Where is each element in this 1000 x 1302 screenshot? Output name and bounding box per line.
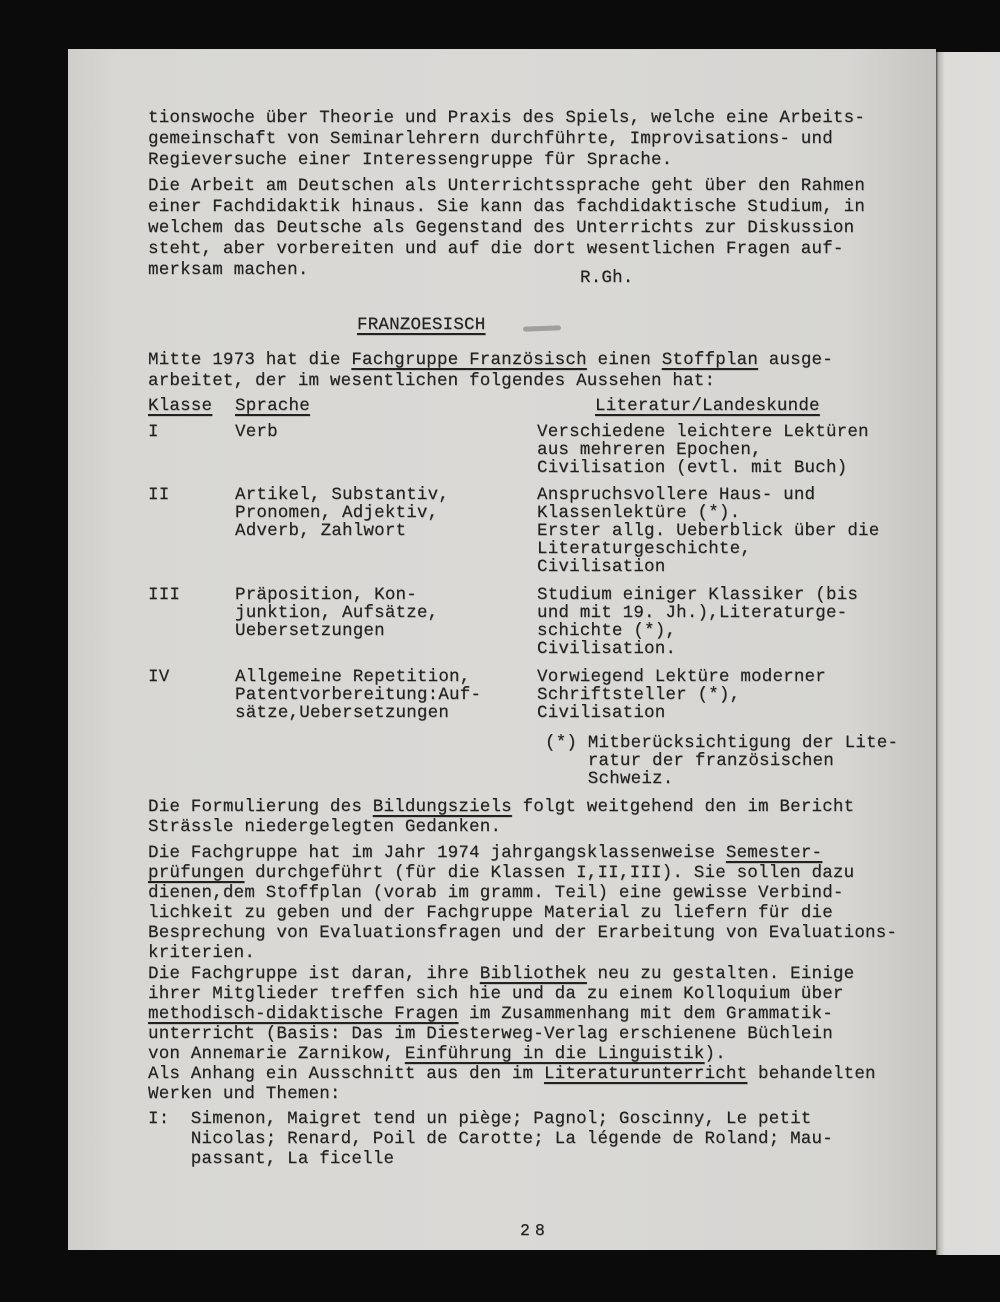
section-heading-franzoesisch <box>357 315 485 335</box>
paragraph-bildungsziel: Die Formulierung des Bildungsziels folgt weitgehend den im Bericht Strässle niedergelegten Gedanken. <box>148 797 855 837</box>
table-header-sprache: Sprache <box>235 396 310 416</box>
table-row-klasse-II <box>148 486 890 576</box>
cell-klasse: III <box>148 585 181 605</box>
adjacent-page-edge <box>936 52 1000 1255</box>
cell-literatur: Anspruchsvollere Haus- und Klassenlektüre (*). Erster allg. Ueberblick über die Literaturgeschichte, Civilisation <box>537 485 880 577</box>
paragraph-stoffplan-intro: Mitte 1973 hat die Fachgruppe Französisch einen Stoffplan ausge- arbeitet, der im wesentlichen folgendes Aussehen hat: <box>148 350 833 391</box>
table-header-klasse: Klasse <box>148 396 213 416</box>
table-header-row <box>148 397 890 415</box>
paragraph-anhang: Als Anhang ein Ausschnitt aus den im Literaturunterricht behandelten Werken und Themen: <box>148 1064 876 1104</box>
paragraph-deutsch-unterricht: Die Arbeit am Deutschen als Unterrichtssprache geht über den Rahmen einer Fachdidaktik hinaus. Sie kann das fachdidaktische Studium, in welchem das Deutsche als Gegenstand des Unterrichts zur Diskussion steht, aber vorbereiten und auf die dort wesentlichen Fragen auf- merksam machen. <box>148 176 866 280</box>
page-number: 28 <box>520 1221 550 1240</box>
cell-klasse: I <box>148 422 159 442</box>
signature: R.Gh. <box>580 268 634 288</box>
scan-smudge <box>523 325 561 331</box>
cell-literatur: Vorwiegend Lektüre moderner Schriftsteller (*), Civilisation <box>537 667 826 723</box>
cell-sprache: Präposition, Kon- junktion, Aufsätze, Uebersetzungen <box>235 585 439 641</box>
section-heading-text: FRANZOESISCH <box>357 315 486 335</box>
cell-klasse: II <box>148 485 170 505</box>
table-row-klasse-III <box>148 586 890 658</box>
table-row-klasse-IV <box>148 668 890 722</box>
cell-sprache: Artikel, Substantiv, Pronomen, Adjektiv, Adverb, Zahlwort <box>235 485 450 541</box>
document-page <box>68 49 936 1250</box>
paragraph-bibliothek: Die Fachgruppe ist daran, ihre Bibliothek neu zu gestalten. Einige ihrer Mitglieder treffen sich hie und da zu einem Kolloquium über methodisch-didaktische Fragen im Zusammenhang mit dem Grammatik- unterricht (Basis: Das im Diesterweg-Verlag erschienene Büchlein von Annemarie Zarnikow, Einführung in die Linguistik). <box>148 964 855 1064</box>
table-row-klasse-I <box>148 423 890 477</box>
cell-klasse: IV <box>148 667 170 687</box>
cell-sprache: Verb <box>235 422 278 442</box>
cell-sprache: Allgemeine Repetition, Patentvorbereitung:Auf- sätze,Uebersetzungen <box>235 667 482 723</box>
table-footnote: (*) Mitberücksichtigung der Lite- ratur der französischen Schweiz. <box>545 733 899 789</box>
cell-literatur: Verschiedene leichtere Lektüren aus mehreren Epochen, Civilisation (evtl. mit Buch) <box>537 422 869 478</box>
paragraph-semesterpruefungen: Die Fachgruppe hat im Jahr 1974 jahrgangsklassenweise Semester- prüfungen durchgeführt (für die Klassen I,II,III). Sie sollen dazu dienen,dem Stoffplan (vorab im gramm. Teil) eine gewisse Verbind- lichkeit zu geben und der Fachgruppe Material zu liefern für die Besprechung von Evaluationsfragen und der Erarbeitung von Evaluations- kriterien. <box>148 843 898 963</box>
paragraph-opening: tionswoche über Theorie und Praxis des Spiels, welche eine Arbeits- gemeinschaft von Seminarlehrern durchführte, Improvisations- und Regieversuche einer Interessengruppe für Sprache. <box>148 108 866 170</box>
table-header-literatur: Literatur/Landeskunde <box>595 396 820 416</box>
cell-literatur: Studium einiger Klassiker (bis und mit 19. Jh.),Literaturge- schichte (*), Civilisation. <box>537 585 859 659</box>
list-item-literatur-I: I: Simenon, Maigret tend un piège; Pagnol; Goscinny, Le petit Nicolas; Renard, Poil de Carotte; La légende de Roland; Mau- passant, La ficelle <box>148 1109 833 1169</box>
